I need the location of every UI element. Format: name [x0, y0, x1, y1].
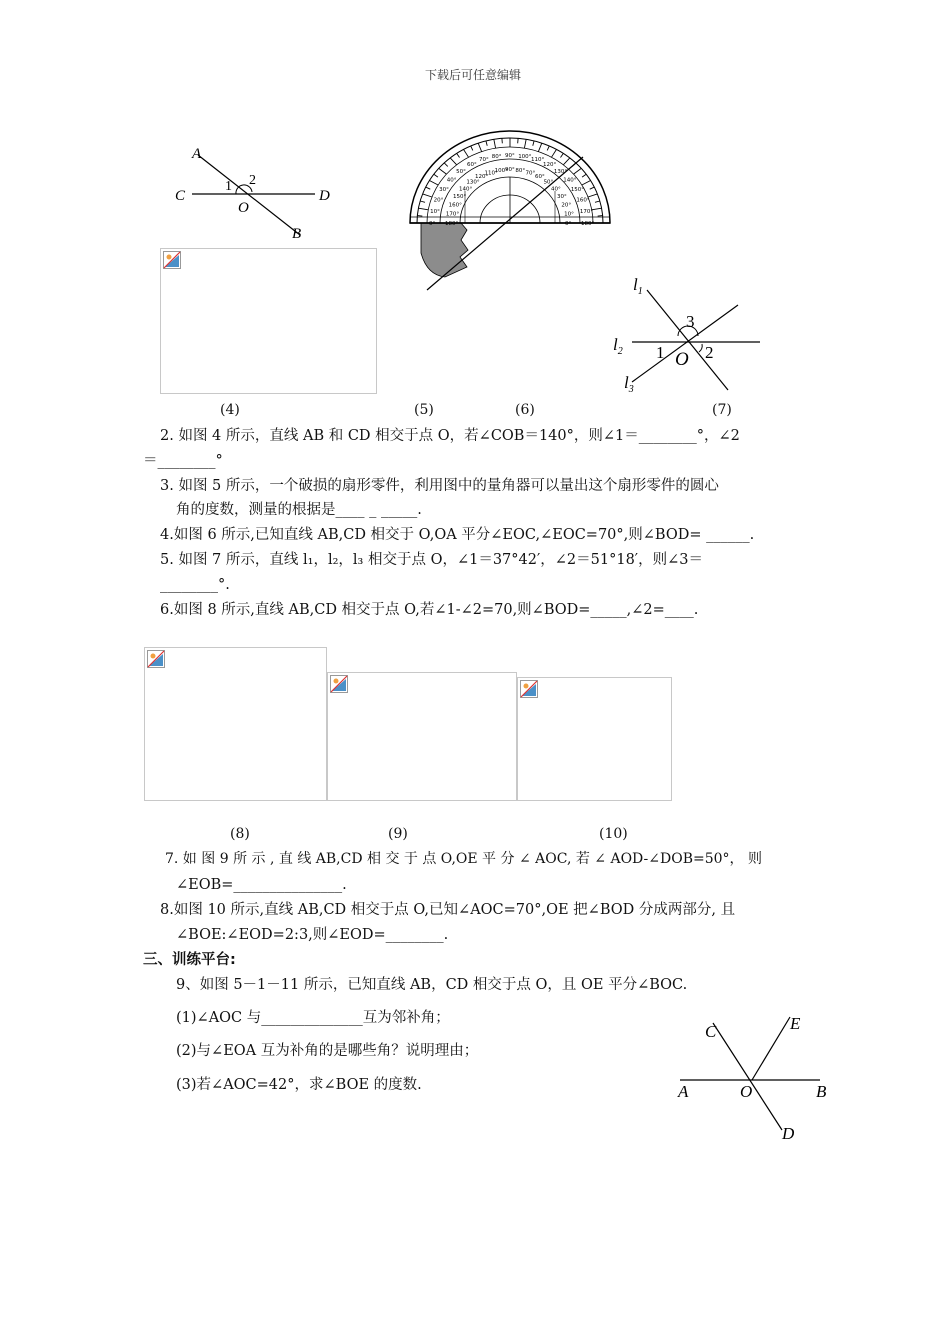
question-7-line2: ∠EOB=_______________.: [176, 877, 347, 893]
question-9-part2: (2)与∠EOA 互为补角的是哪些角？说明理由；: [176, 1043, 479, 1059]
fig7-label-3: 3: [686, 312, 695, 331]
protractor-outer-label: 40°: [446, 177, 457, 184]
protractor-outer-label: 50°: [456, 168, 466, 175]
protractor-outer-label: 120°: [543, 162, 557, 169]
question-5-line1: 5. 如图 7 所示，直线 l₁，l₂，l₃ 相交于点 O，∠1＝37°42′，∠2＝51°18′，则∠3＝: [160, 552, 703, 568]
figure-5-protractor: [405, 125, 615, 295]
svg-text:l3: $l_3$: [624, 373, 634, 395]
image-placeholder-fig9: [327, 672, 517, 801]
question-9-part3: (3)若∠AOC=42°，求∠BOE 的度数.: [176, 1077, 422, 1093]
fig7-label-o: O: [675, 349, 689, 370]
protractor-outer-label: 160°: [576, 197, 590, 204]
broken-image-icon: [520, 680, 538, 698]
fig11-label-o: O: [740, 1082, 753, 1101]
image-placeholder-fig8: [144, 647, 327, 801]
protractor-outer-label: 130°: [553, 168, 568, 175]
fig11-label-b: B: [816, 1082, 827, 1101]
broken-image-icon: [147, 650, 165, 668]
question-6: 6.如图 8 所示,直线 AB,CD 相交于点 O,若∠1-∠2=70,则∠BOD=_____,∠2=____.: [160, 602, 699, 618]
question-4: 4.如图 6 所示,已知直线 AB,CD 相交于 O,OA 平分∠EOC,∠EOC=70°,则∠BOD= ______.: [160, 527, 755, 543]
figure-7: [610, 270, 775, 400]
protractor-inner-label: 100°: [494, 167, 508, 174]
fig4-label-c: C: [175, 188, 186, 204]
protractor-outer-label: 0°: [429, 221, 436, 227]
fig11-label-a: A: [678, 1082, 689, 1101]
protractor-inner-label: 50°: [543, 179, 554, 186]
protractor-inner-label: 120°: [475, 174, 489, 181]
protractor-outer-label: 10°: [430, 209, 440, 216]
section-3-heading: 三、训练平台:: [143, 952, 236, 968]
fig4-label-2: 2: [249, 173, 256, 188]
protractor-inner-label: 60°: [535, 174, 545, 181]
fig7-label-1: 1: [656, 343, 665, 362]
fig4-label-1: 1: [225, 179, 232, 194]
question-3-line2: 角的度数，测量的根据是____ _ _____.: [176, 502, 422, 518]
question-7-line1: 7. 如 图 9 所 示 , 直 线 AB,CD 相 交 于 点 O,OE 平 分 ∠ AOC, 若 ∠ AOD-∠DOB=50°， 则: [165, 851, 762, 867]
protractor-inner-label: 110°: [484, 170, 498, 177]
protractor-inner-label: 10°: [564, 211, 574, 218]
protractor-outer-label: 170°: [579, 209, 594, 216]
protractor-inner-label: 140°: [459, 186, 473, 193]
protractor-inner-label: 90°: [505, 167, 515, 173]
fig11-label-c: C: [705, 1022, 717, 1041]
protractor-outer-label: 90°: [505, 153, 515, 159]
protractor-inner-label: 130°: [466, 179, 480, 186]
question-3-line1: 3. 如图 5 所示，一个破损的扇形零件，利用图中的量角器可以量出这个扇形零件的圆心: [160, 478, 719, 494]
protractor-inner-label: 0°: [565, 221, 572, 227]
question-2-line2: ＝________°: [143, 453, 223, 469]
svg-text:l1: $l_1$: [633, 275, 643, 297]
protractor-inner-label: 40°: [550, 186, 561, 193]
caption-fig5: (5): [414, 402, 434, 418]
protractor-outer-label: 110°: [530, 157, 545, 164]
question-8-line1: 8.如图 10 所示,直线 AB,CD 相交于点 O,已知∠AOC=70°,OE 把∠BOD 分成两部分, 且: [160, 902, 736, 918]
question-8-line2: ∠BOE:∠EOD=2:3,则∠EOD=________.: [176, 927, 449, 943]
protractor-inner-label: 150°: [453, 194, 467, 200]
fig11-label-d: D: [782, 1124, 795, 1143]
caption-fig9: (9): [388, 826, 408, 842]
protractor-inner-label: 160°: [448, 202, 462, 209]
caption-fig6: (6): [515, 402, 535, 418]
protractor-inner-label: 70°: [525, 170, 536, 177]
caption-fig7: (7): [712, 402, 732, 418]
caption-fig8: (8): [230, 826, 250, 842]
figure-4: [170, 140, 340, 245]
fig4-label-o: O: [238, 200, 249, 216]
protractor-outer-label: 140°: [563, 177, 577, 184]
broken-image-icon: [163, 251, 181, 269]
protractor-outer-label: 80°: [491, 154, 502, 161]
question-9-part1: (1)∠AOC 与______________互为邻补角；: [176, 1010, 450, 1026]
protractor-outer-label: 150°: [570, 187, 585, 193]
protractor-outer-label: 60°: [467, 162, 477, 169]
question-5-line2: ________°.: [160, 577, 230, 593]
fig7-label-2: 2: [705, 343, 714, 362]
image-placeholder-fig10: [517, 677, 672, 801]
protractor-outer-label: 100°: [518, 154, 532, 161]
caption-fig4: (4): [220, 402, 240, 418]
fig7-label-l1: l: [633, 275, 638, 294]
protractor-outer-label: 70°: [479, 157, 489, 164]
protractor-outer-label: 20°: [433, 197, 444, 204]
fig4-label-d: D: [319, 188, 330, 204]
protractor-outer-label: 30°: [439, 187, 449, 193]
fig7-label-l2: l: [613, 335, 618, 354]
protractor-inner-label: 170°: [445, 211, 460, 218]
protractor-inner-label: 20°: [561, 202, 572, 209]
protractor-inner-label: 30°: [556, 194, 567, 200]
protractor-inner-label: 80°: [515, 167, 526, 174]
svg-text:l2: $l_2$: [613, 335, 623, 357]
fig11-label-e: E: [790, 1014, 801, 1033]
fig7-label-l3: l: [624, 373, 629, 392]
protractor-outer-label: 180°: [581, 221, 595, 227]
broken-image-icon: [330, 675, 348, 693]
caption-fig10: (10): [599, 826, 628, 842]
fig4-label-b: B: [292, 226, 302, 242]
page-header: 下载后可任意编辑: [425, 68, 522, 82]
question-2-line1: 2. 如图 4 所示，直线 AB 和 CD 相交于点 O，若∠COB＝140°，则∠1＝________°，∠2: [160, 428, 740, 444]
figure-5-1-11: [670, 1005, 840, 1150]
question-9-line1: 9、如图 5－1－11 所示，已知直线 AB，CD 相交于点 O，且 OE 平分∠BOC.: [176, 977, 688, 993]
fig4-label-a: A: [192, 146, 202, 162]
image-placeholder-fig6: [160, 248, 377, 394]
protractor-inner-label: 180°: [445, 221, 459, 227]
